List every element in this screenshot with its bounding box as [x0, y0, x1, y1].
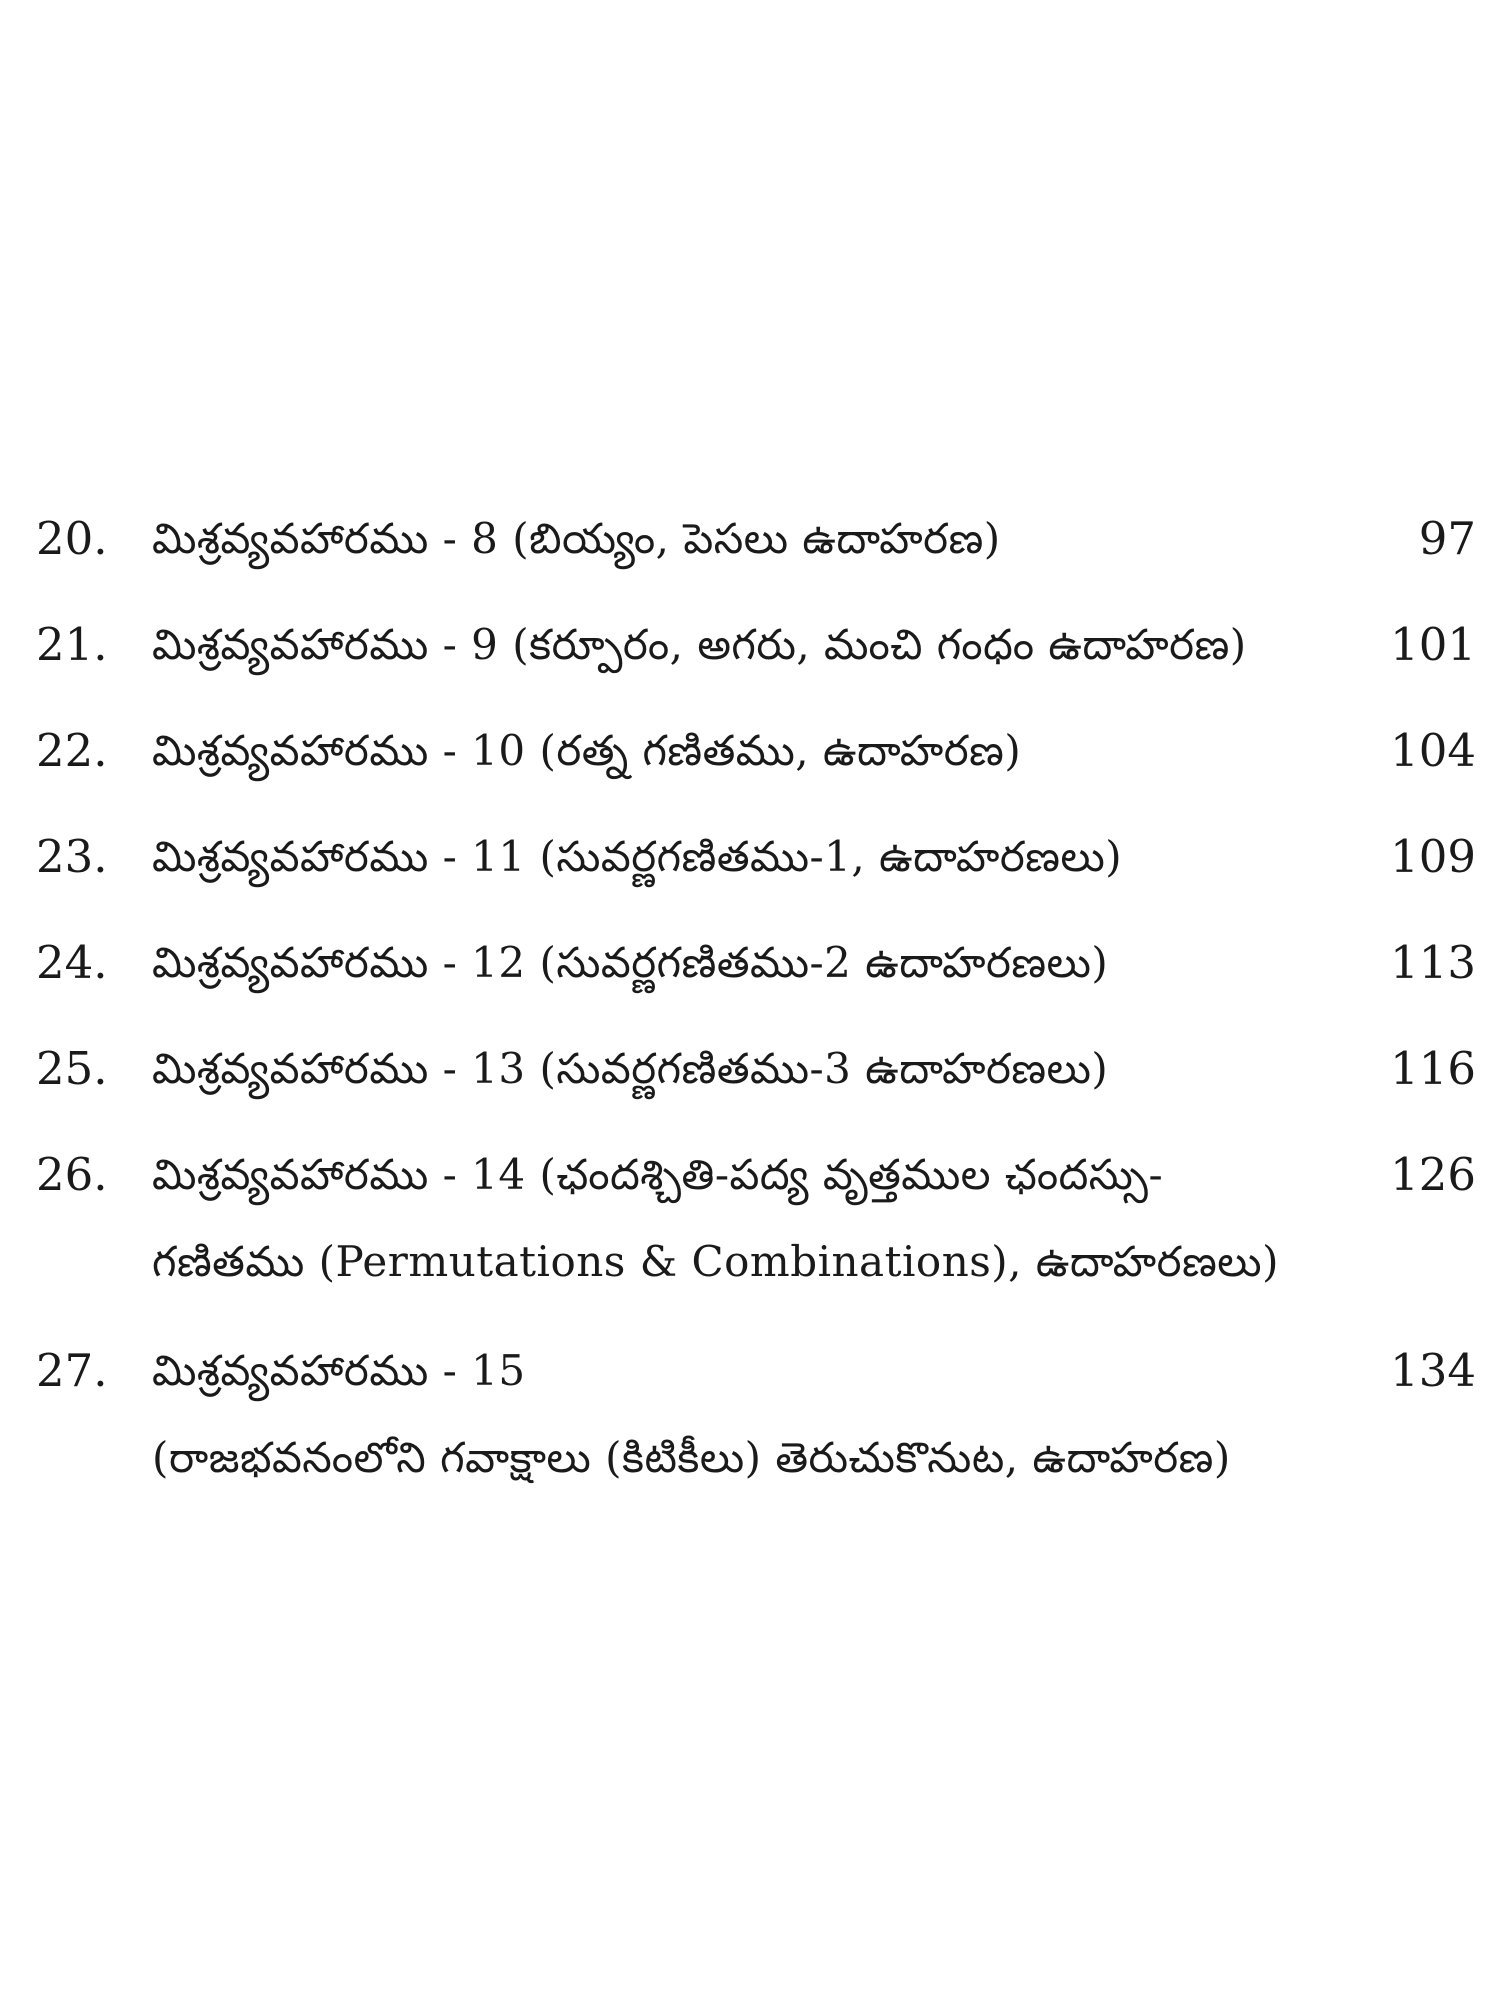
entry-title-line: మిశ్రవ్యవహారము - 12 (సువర్ణగణితము-2 ఉదాహరణలు) — [152, 938, 1109, 987]
entry-title-line: మిశ్రవ్యవహారము - 9 (కర్పూరం, అగరు, మంచి గంధం ఉదాహరణ) — [152, 620, 1247, 669]
entry-number: 22. — [36, 724, 108, 777]
entry-title — [152, 804, 1352, 910]
entry-title — [152, 910, 1352, 1016]
entry-title — [152, 1318, 1352, 1504]
entry-page-number: 126 — [1390, 1148, 1476, 1201]
entry-page-number: 97 — [1418, 512, 1476, 565]
toc-entry — [36, 1122, 1476, 1308]
entry-number: 23. — [36, 830, 108, 883]
entry-number: 20. — [36, 512, 108, 565]
entry-number: 27. — [36, 1344, 108, 1397]
entry-title — [152, 698, 1352, 804]
entry-title-line: మిశ్రవ్యవహారము - 14 (ఛందశ్చితి-పద్య వృత్తముల ఛందస్సు- — [152, 1150, 1164, 1199]
entry-page-number: 109 — [1390, 830, 1476, 883]
table-of-contents — [36, 486, 1476, 1504]
entry-page-number: 104 — [1390, 724, 1476, 777]
entry-title — [152, 1016, 1352, 1122]
entry-title-line: మిశ్రవ్యవహారము - 10 (రత్న గణితము, ఉదాహరణ) — [152, 726, 1022, 775]
toc-entry — [36, 592, 1476, 698]
entry-title — [152, 592, 1352, 698]
toc-entry — [36, 698, 1476, 804]
entry-number: 24. — [36, 936, 108, 989]
toc-entry — [36, 1016, 1476, 1122]
entry-number: 26. — [36, 1148, 108, 1201]
toc-entry — [36, 804, 1476, 910]
toc-entry — [36, 1318, 1476, 1504]
entry-title-line: మిశ్రవ్యవహారము - 15 — [152, 1346, 526, 1395]
spacer — [36, 1308, 1476, 1318]
entry-title-line: (రాజభవనంలోని గవాక్షాలు (కిటికీలు) తెరుచుకొనుట, ఉదాహరణ) — [152, 1433, 1231, 1482]
entry-page-number: 113 — [1390, 936, 1476, 989]
entry-title-line: మిశ్రవ్యవహారము - 8 (బియ్యం, పెసలు ఉదాహరణ) — [152, 514, 1001, 563]
entry-page-number: 116 — [1390, 1042, 1476, 1095]
entry-number: 25. — [36, 1042, 108, 1095]
entry-title-line: మిశ్రవ్యవహారము - 11 (సువర్ణగణితము-1, ఉదాహరణలు) — [152, 832, 1123, 881]
entry-title — [152, 486, 1352, 592]
toc-entry — [36, 910, 1476, 1016]
entry-page-number: 134 — [1390, 1344, 1476, 1397]
entry-title — [152, 1122, 1352, 1308]
entry-page-number: 101 — [1390, 618, 1476, 671]
toc-entry — [36, 486, 1476, 592]
entry-title-line: మిశ్రవ్యవహారము - 13 (సువర్ణగణితము-3 ఉదాహరణలు) — [152, 1044, 1109, 1093]
entry-number: 21. — [36, 618, 108, 671]
entry-title-line: గణితము (Permutations & Combinations), ఉదాహరణలు) — [152, 1237, 1279, 1286]
